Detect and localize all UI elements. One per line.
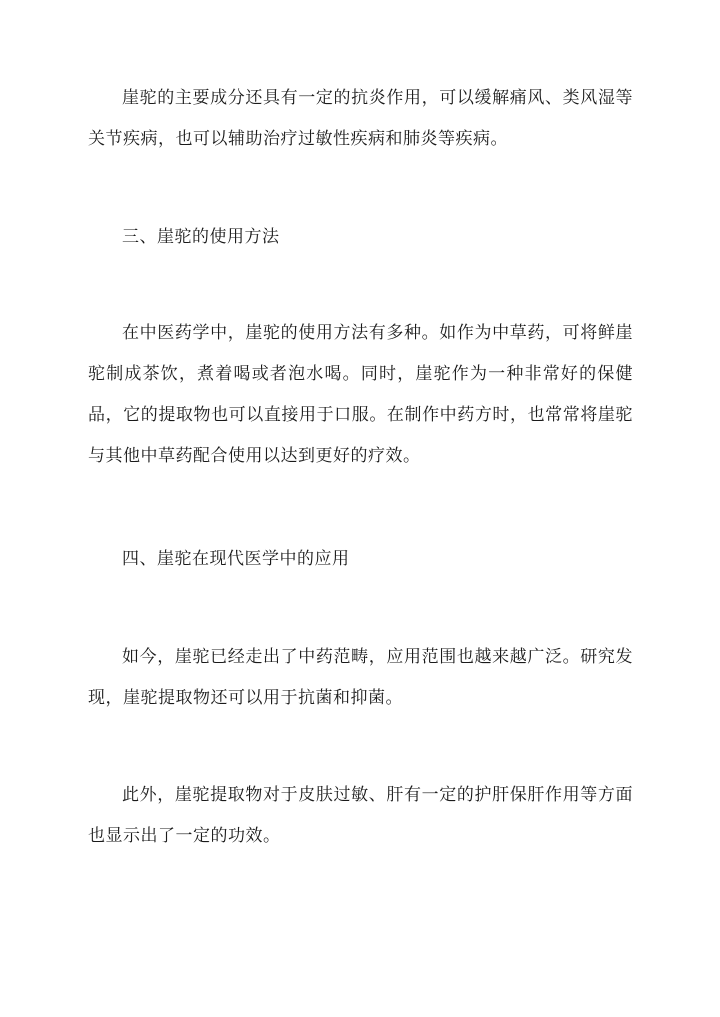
paragraph-usage-methods: 在中医药学中，崖驼的使用方法有多种。如作为中草药，可将鲜崖驼制成茶饮，煮着喝或者泡水喝。同时，崖驼作为一种非常好的保健品，它的提取物也可以直接用于口服。在制作中药方时，也常常将崖驼与其他中草药配合使用以达到更好的疗效。 xyxy=(88,323,633,466)
section-heading-usage: 三、崖驼的使用方法 xyxy=(122,227,280,247)
paragraph-anti-inflammatory: 崖驼的主要成分还具有一定的抗炎作用，可以缓解痛风、类风湿等关节疾病，也可以辅助治疗过敏性疾病和肺炎等疾病。 xyxy=(88,88,633,149)
paragraph-additional-effects: 此外，崖驼提取物对于皮肤过敏、肝有一定的护肝保肝作用等方面也显示出了一定的功效。 xyxy=(88,785,633,846)
paragraph-modern-applications: 如今，崖驼已经走出了中药范畴，应用范围也越来越广泛。研究发现，崖驼提取物还可以用于抗菌和抑菌。 xyxy=(88,647,633,708)
section-heading-modern-medicine: 四、崖驼在现代医学中的应用 xyxy=(122,549,350,569)
